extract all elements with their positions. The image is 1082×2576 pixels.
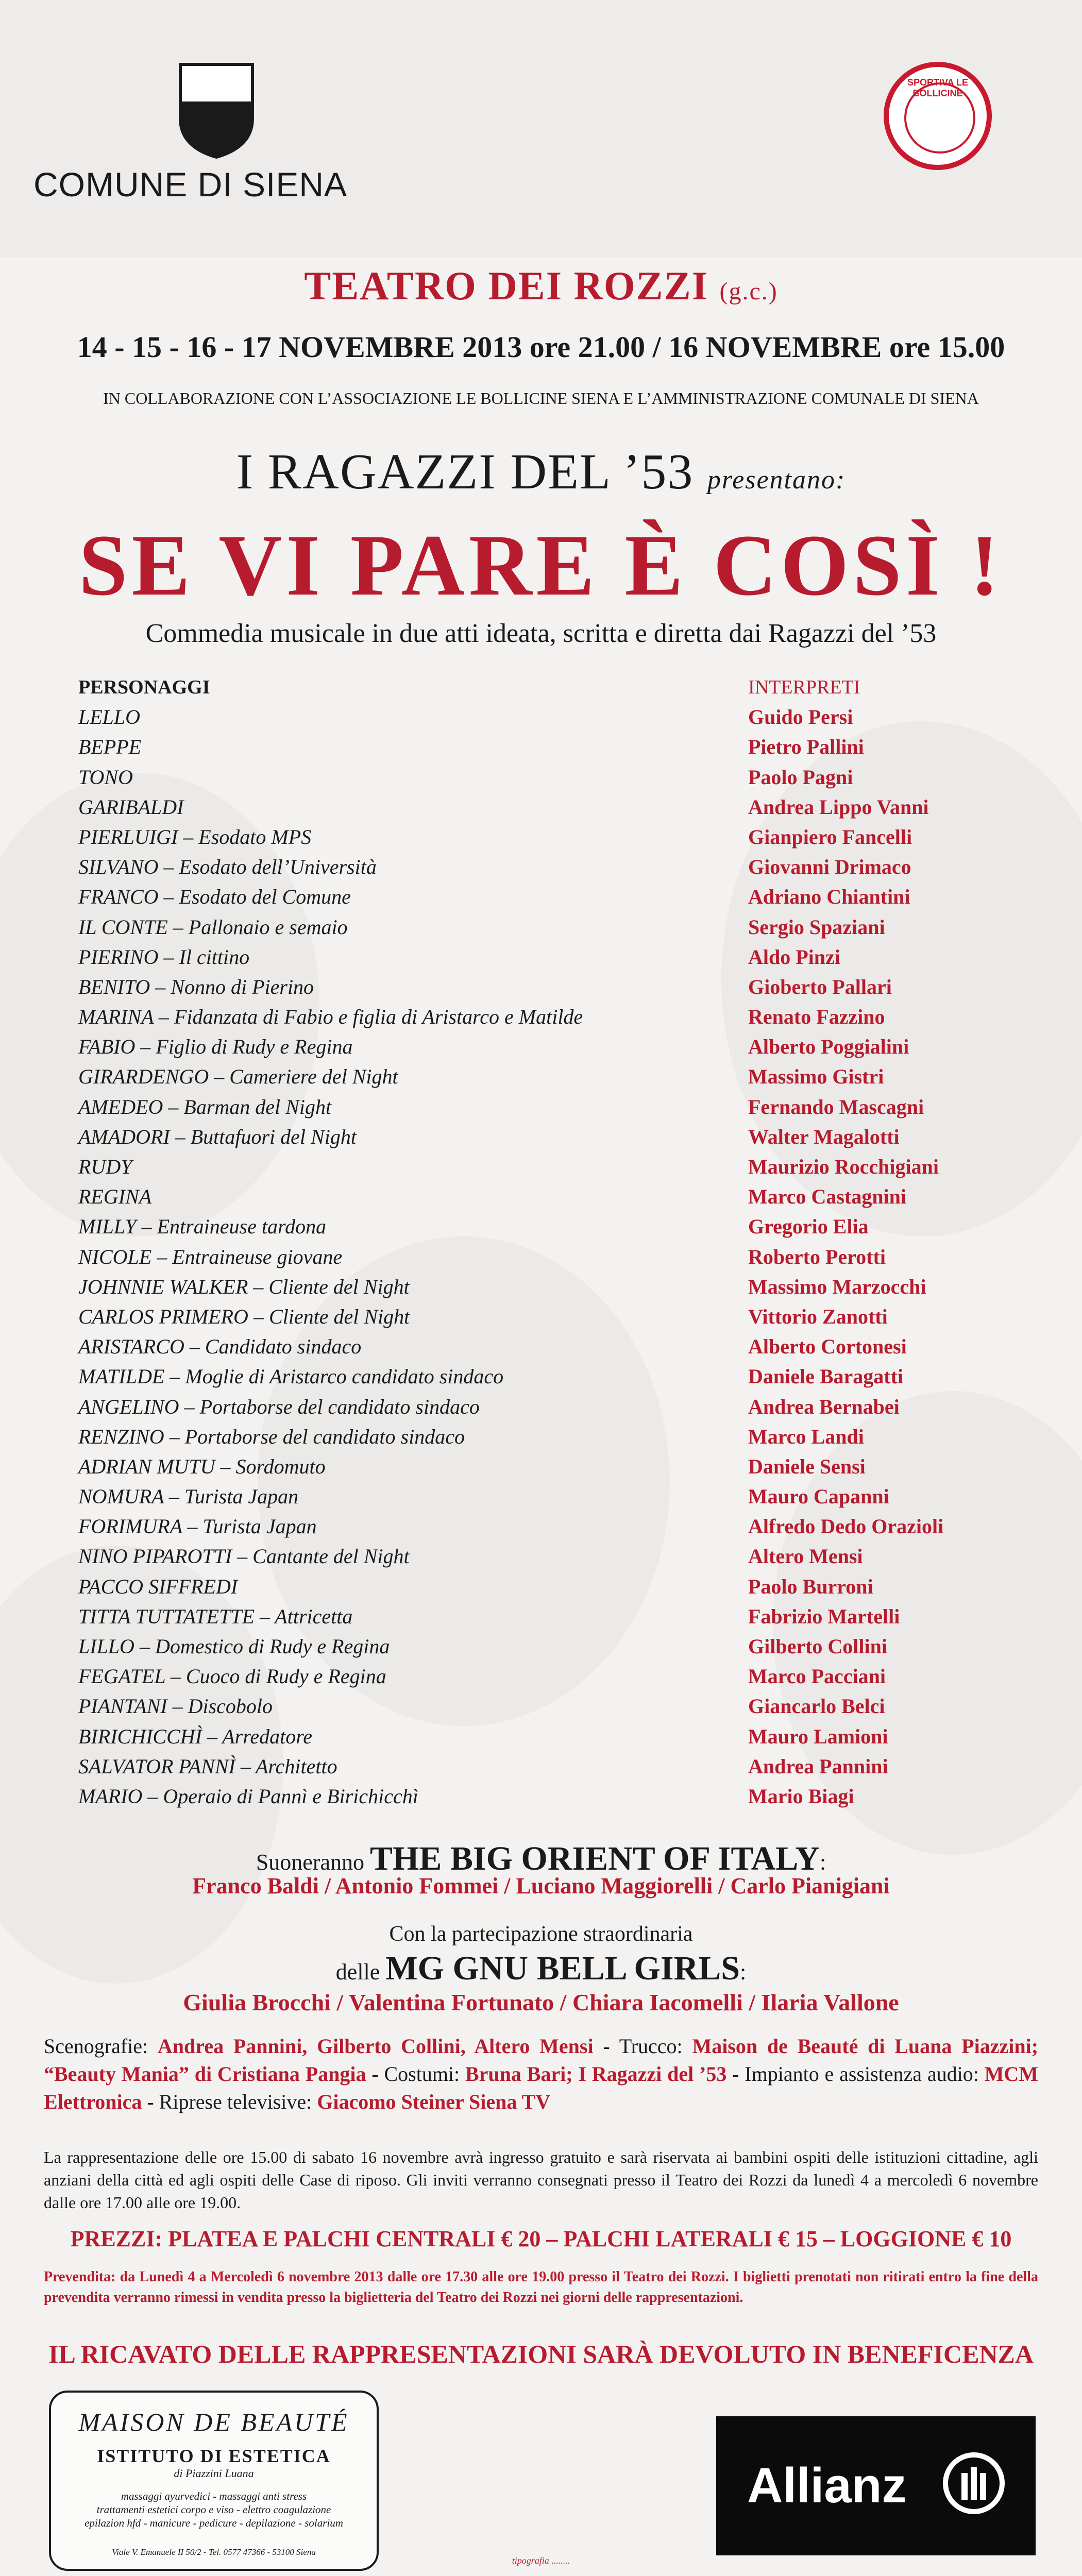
presenters-verb: presentano:: [707, 465, 846, 495]
character-row: FRANCO – Esodato del Comune: [78, 885, 351, 909]
character-row: NICOLE – Entraineuse giovane: [78, 1245, 343, 1268]
character-row: SALVATOR PANNÌ – Architetto: [78, 1754, 337, 1778]
band-members: Franco Baldi / Antonio Fommei / Luciano Maggiorelli / Carlo Pianigiani: [192, 1873, 890, 1899]
actor-row: Adriano Chiantini: [748, 885, 910, 909]
band-lead: Suoneranno: [256, 1850, 365, 1875]
free-show-notice: La rappresentazione delle ore 15.00 di sabato 16 novembre avrà ingresso gratuito e sarà riservata ai bambini ospiti delle istituzioni cittadine, agli anziani della città ed agli ospiti delle Case di riposo. Gli inviti verranno consegnati presso il Teatro dei Rozzi da lunedì 4 a mercoledì 6 novembre dalle ore 17.00 alle ore 19.00.: [44, 2148, 1038, 2212]
maison-de-beaute-ad: [49, 2391, 379, 2571]
actor-row: Sergio Spaziani: [748, 915, 885, 939]
actor-row: Marco Pacciani: [748, 1665, 886, 1688]
collaboration: IN COLLABORAZIONE CON L’ASSOCIAZIONE LE BOLLICINE SIENA E L’AMMINISTRAZIONE COMUNALE DI SIENA: [103, 389, 979, 408]
allianz-bar: [980, 2473, 986, 2500]
actor-row: Alberto Poggialini: [748, 1035, 909, 1059]
costumi-label: - Costumi:: [371, 2062, 460, 2086]
character-row: FORIMURA – Turista Japan: [78, 1515, 317, 1538]
character-row: LELLO: [78, 705, 141, 729]
riprese-value: Giacomo Steiner Siena TV: [317, 2090, 551, 2113]
character-row: FEGATEL – Cuoco di Rudy e Regina: [78, 1665, 386, 1688]
actor-row: Alberto Cortonesi: [748, 1335, 907, 1359]
actor-row: Andrea Pannini: [748, 1754, 888, 1778]
maison-services: massaggi ayurvedici - massaggi anti stress trattamenti estetici corpo e viso - elettro coagulazione epilazion hfd - manicure - pedicure - depilazione - solarium: [84, 2490, 343, 2529]
characters-header: PERSONAGGI: [78, 676, 210, 698]
actor-row: Daniele Baragatti: [748, 1365, 904, 1388]
venue-name: TEATRO DEI ROZZI: [304, 263, 708, 308]
character-row: SILVANO – Esodato dell’Università: [78, 855, 377, 879]
allianz-wordmark: Allianz: [747, 2458, 907, 2513]
bollicine-logo: [884, 62, 992, 170]
character-row: NINO PIPAROTTI – Cantante del Night: [78, 1545, 410, 1568]
actor-row: Andrea Lippo Vanni: [748, 795, 929, 819]
actor-row: Guido Persi: [748, 705, 853, 729]
audio-value: MCM Elettronica: [44, 2062, 1039, 2113]
guests-line: [0, 1949, 1082, 1988]
actor-row: Daniele Sensi: [748, 1454, 866, 1478]
character-row: MARINA – Fidanzata di Fabio e figlia di Aristarco e Matilde: [78, 1005, 583, 1029]
siena-shield-logo: [178, 62, 255, 160]
guests-name: MG GNU BELL GIRLS: [385, 1950, 740, 1987]
comune-di-siena: COMUNE DI SIENA: [33, 165, 348, 204]
character-row: NOMURA – Turista Japan: [78, 1485, 299, 1509]
character-row: GARIBALDI: [78, 795, 184, 819]
character-row: ANGELINO – Portaborse del candidato sindaco: [78, 1395, 480, 1418]
guests-members: Giulia Brocchi / Valentina Fortunato / Chiara Iacomelli / Ilaria Vallone: [183, 1989, 899, 2015]
trucco-value: Maison de Beauté di Luana Piazzini; “Beauty Mania” di Cristiana Pangia: [44, 2035, 1039, 2086]
trucco-label: - Trucco:: [603, 2035, 683, 2058]
credits: [44, 2032, 1038, 2116]
actor-row: Giovanni Drimaco: [748, 855, 911, 879]
actor-row: Giancarlo Belci: [748, 1694, 885, 1718]
character-row: PIERINO – Il cittino: [78, 945, 250, 969]
character-row: CARLOS PRIMERO – Cliente del Night: [78, 1304, 410, 1328]
horse-icon: [904, 82, 975, 154]
riprese-label: - Riprese televisive:: [147, 2090, 312, 2113]
character-row: REGINA: [78, 1185, 152, 1209]
actor-row: Mario Biagi: [748, 1784, 854, 1808]
actor-row: Fabrizio Martelli: [748, 1604, 900, 1628]
maison-address: Viale V. Emanuele II 50/2 - Tel. 0577 47366 - 53100 Siena: [112, 2547, 316, 2557]
allianz-bar: [971, 2467, 977, 2500]
costumi-value: Bruna Bari; I Ragazzi del ’53: [465, 2062, 727, 2086]
character-row: JOHNNIE WALKER – Cliente del Night: [78, 1275, 410, 1298]
character-row: BIRICHICCHÌ – Arredatore: [78, 1724, 313, 1748]
character-row: ADRIAN MUTU – Sordomuto: [78, 1454, 326, 1478]
character-row: MILLY – Entraineuse tardona: [78, 1215, 327, 1239]
actor-row: Gilberto Collini: [748, 1635, 887, 1658]
actor-row: Mauro Capanni: [748, 1485, 889, 1509]
character-row: PIANTANI – Discobolo: [78, 1694, 273, 1718]
actor-row: Massimo Gistri: [748, 1065, 884, 1089]
character-row: MATILDE – Moglie di Aristarco candidato sindaco: [78, 1365, 504, 1388]
maison-subtitle: ISTITUTO DI ESTETICA: [97, 2446, 331, 2466]
actor-row: Walter Magalotti: [748, 1125, 900, 1148]
guests-lead2: delle: [335, 1959, 380, 1985]
character-row: BEPPE: [78, 735, 142, 759]
character-row: GIRARDENGO – Cameriere del Night: [78, 1065, 398, 1089]
maison-owner: di Piazzini Luana: [174, 2467, 254, 2480]
venue-note: (g.c.): [719, 278, 778, 305]
guests-colon: :: [739, 1959, 747, 1985]
actor-row: Andrea Bernabei: [748, 1395, 900, 1418]
actor-row: Massimo Marzocchi: [748, 1275, 926, 1298]
character-row: TONO: [78, 765, 133, 789]
scenografie-label: Scenografie:: [44, 2035, 148, 2058]
maison-name: MAISON DE BEAUTÉ: [78, 2408, 349, 2436]
actor-row: Pietro Pallini: [748, 735, 864, 759]
actor-row: Maurizio Rocchigiani: [748, 1155, 939, 1178]
show-title: SE VI PARE È COSÌ !: [78, 517, 1004, 614]
actor-row: Renato Fazzino: [748, 1005, 885, 1029]
actor-row: Paolo Pagni: [748, 765, 853, 789]
character-row: RUDY: [78, 1155, 132, 1178]
presenters-name: I RAGAZZI DEL ’53: [236, 444, 694, 500]
actor-row: Fernando Mascagni: [748, 1095, 924, 1118]
actor-row: Marco Castagnini: [748, 1185, 907, 1209]
character-row: FABIO – Figlio di Rudy e Regina: [78, 1035, 353, 1059]
character-row: TITTA TUTTATETTE – Attricetta: [78, 1604, 353, 1628]
character-row: MARIO – Operaio di Pannì e Birichicchì: [78, 1784, 418, 1808]
allianz-eagle-icon: [943, 2452, 1005, 2514]
charity-note: IL RICAVATO DELLE RAPPRESENTAZIONI SARÀ DEVOLUTO IN BENEFICENZA: [48, 2340, 1034, 2368]
actor-row: Gregorio Elia: [748, 1215, 869, 1239]
actors-header: INTERPRETI: [748, 676, 860, 698]
allianz-logo: [716, 2416, 1036, 2555]
actor-row: Aldo Pinzi: [748, 945, 840, 969]
character-row: PIERLUIGI – Esodato MPS: [78, 825, 312, 849]
actor-row: Altero Mensi: [748, 1545, 863, 1568]
actor-row: Vittorio Zanotti: [748, 1304, 888, 1328]
actor-row: Roberto Perotti: [748, 1245, 886, 1268]
actors-list: [748, 672, 1057, 1811]
show-subtitle: Commedia musicale in due atti ideata, scritta e diretta dai Ragazzi del ’53: [145, 619, 937, 648]
presale-info: Prevendita: da Lunedì 4 a Mercoledì 6 novembre 2013 dalle ore 17.30 alle ore 19.00 presso il Teatro dei Rozzi. I biglietti prenotati non ritirati entro la fine della prevendita verranno rimessi in vendita presso la biglietteria del Teatro dei Rozzi nei giorni delle rappresentazioni.: [44, 2269, 1038, 2306]
band-name: THE BIG ORIENT OF ITALY: [370, 1840, 820, 1877]
character-row: ARISTARCO – Candidato sindaco: [78, 1335, 362, 1359]
presenters: [0, 443, 1082, 501]
actor-row: Mauro Lamioni: [748, 1724, 888, 1748]
character-row: LILLO – Domestico di Rudy e Regina: [78, 1635, 390, 1658]
audio-label: - Impianto e assistenza audio:: [732, 2062, 979, 2086]
characters-list: [78, 672, 738, 1811]
bollicine-logo-text: SPORTIVA LE BOLLICINE: [907, 77, 968, 98]
character-row: RENZINO – Portaborse del candidato sindaco: [78, 1425, 465, 1448]
ticket-prices: PREZZI: PLATEA E PALCHI CENTRALI € 20 – PALCHI LATERALI € 15 – LOGGIONE € 10: [70, 2226, 1012, 2251]
actor-row: Gioberto Pallari: [748, 975, 892, 998]
character-row: AMEDEO – Barman del Night: [78, 1095, 332, 1118]
character-row: AMADORI – Buttafuori del Night: [78, 1125, 357, 1148]
character-row: IL CONTE – Pallonaio e semaio: [78, 915, 348, 939]
actor-row: Gianpiero Fancelli: [748, 825, 912, 849]
scenografie-value: Andrea Pannini, Gilberto Collini, Altero Mensi: [157, 2035, 594, 2058]
band-colon: :: [819, 1850, 826, 1875]
guests-lead: Con la partecipazione straordinaria: [389, 1922, 693, 1946]
printer-mark: tipografia ........: [512, 2555, 570, 2566]
actor-row: Marco Landi: [748, 1425, 864, 1448]
show-dates: 14 - 15 - 16 - 17 NOVEMBRE 2013 ore 21.00 / 16 NOVEMBRE ore 15.00: [77, 330, 1005, 364]
actor-row: Alfredo Dedo Orazioli: [748, 1515, 944, 1538]
character-row: PACCO SIFFREDI: [78, 1574, 238, 1598]
actor-row: Paolo Burroni: [748, 1574, 873, 1598]
venue: [0, 263, 1082, 309]
allianz-bar: [961, 2473, 968, 2500]
character-row: BENITO – Nonno di Pierino: [78, 975, 314, 998]
